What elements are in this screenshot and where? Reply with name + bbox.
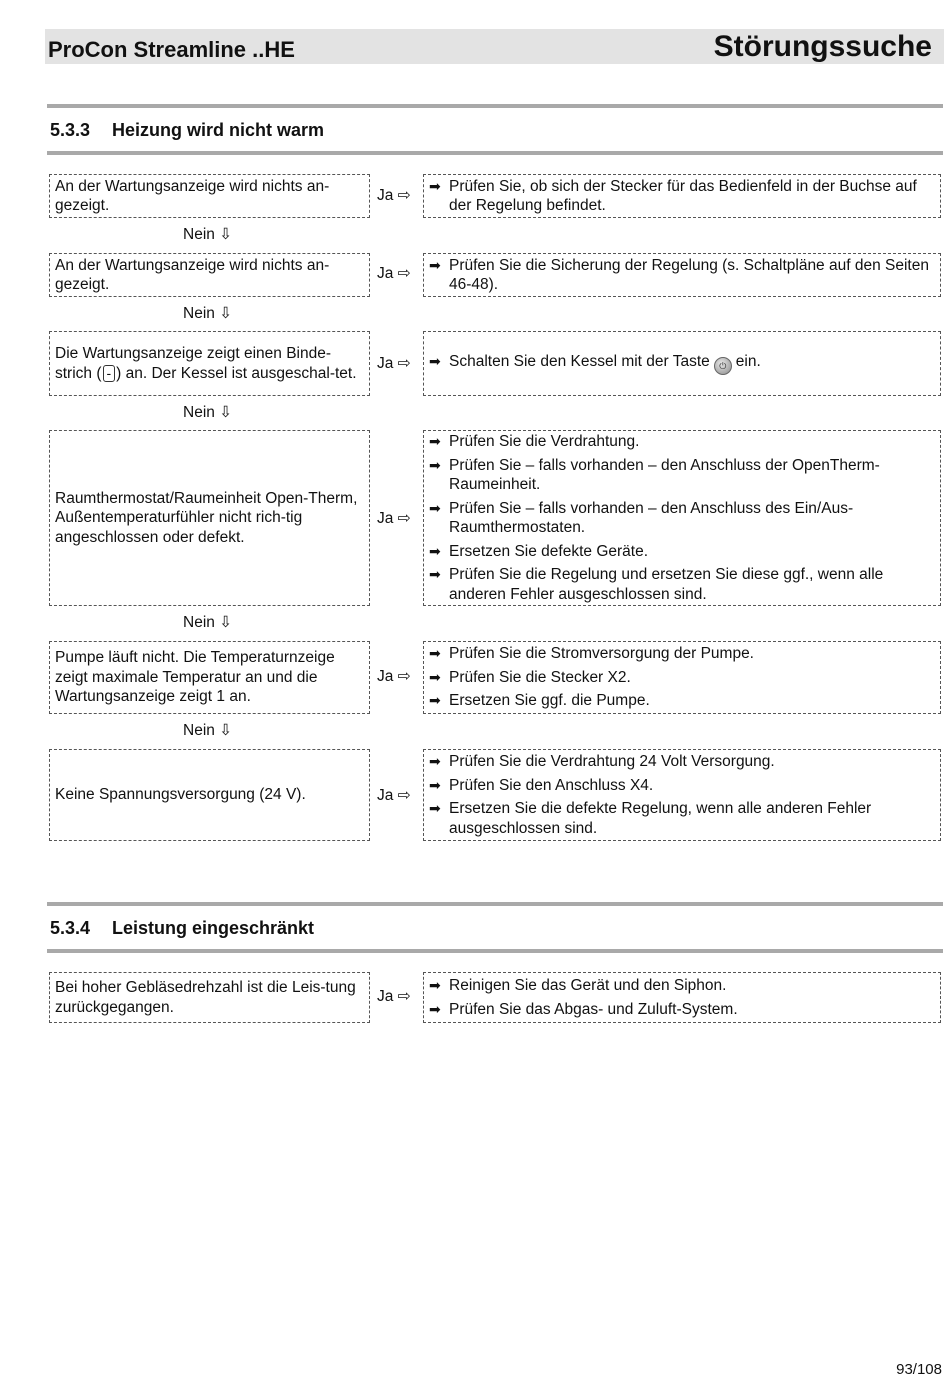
section-number: 5.3.3 [50,120,91,140]
action-box [423,174,941,218]
arrow-right-icon: ➡ [429,800,441,816]
section-title: Heizung wird nicht warm [112,120,325,140]
yes-arrow-label: Ja ⇨ [377,787,411,804]
section-rule-top [47,902,943,906]
condition-text: Raumthermostat/Raumeinheit Open-Therm, Außentemperaturfühler nicht rich-tig angeschlossen oder defekt. [55,489,358,546]
section-heading [50,918,314,939]
chapter-title: Störungssuche [713,30,932,63]
action-item [429,565,935,604]
condition-text: Keine Spannungsversorgung (24 V). [55,786,306,804]
action-text: Ersetzen Sie die defekte Regelung, wenn alle anderen Fehler ausgeschlossen sind. [449,800,872,837]
action-text: Ersetzen Sie ggf. die Pumpe. [449,692,650,710]
action-list [429,430,935,606]
power-button-icon: ⏻ [714,357,732,375]
arrow-right-icon: ➡ [429,499,441,516]
no-arrow-label: Nein ⇩ [183,305,233,322]
action-item [429,432,935,452]
action-box [423,331,941,396]
arrow-right-icon: ➡ [429,692,441,709]
arrow-right-icon: ➡ [429,1000,441,1017]
condition-box [49,174,370,218]
action-text: Prüfen Sie die Verdrahtung. [449,433,640,450]
section-rule-bottom [47,949,943,953]
action-box [423,749,941,841]
condition-text-part: Die Wartungsanzeige zeigt einen Binde-strich ( [55,345,332,382]
action-text: Prüfen Sie – falls vorhanden – den Anschluss der OpenTherm-Raumeinheit. [449,456,880,493]
section-title: Leistung eingeschränkt [112,918,315,938]
condition-text: An der Wartungsanzeige wird nichts an-gezeigt. [55,256,330,293]
section-heading [50,120,324,141]
yes-arrow-label: Ja ⇨ [377,265,411,282]
action-text: Reinigen Sie das Gerät und den Siphon. [449,977,727,994]
action-text: Prüfen Sie, ob sich der Stecker für das Bedienfeld in der Buchse auf der Regelung befindet. [449,177,917,214]
condition-text-part: ) an. Der Kessel ist ausgeschal-tet. [116,364,357,382]
action-item [429,499,935,538]
condition-text: An der Wartungsanzeige wird nichts an-gezeigt. [55,177,330,214]
action-item [429,542,935,562]
arrow-right-icon: ➡ [429,456,441,473]
action-text: Prüfen Sie – falls vorhanden – den Anschluss des Ein/Aus-Raumthermostaten. [449,499,854,536]
no-arrow-label: Nein ⇩ [183,722,233,739]
action-item [429,976,935,996]
action-item [429,691,935,711]
action-list [429,974,935,1021]
action-box [423,641,941,714]
action-text: Prüfen Sie die Verdrahtung 24 Volt Versorgung. [449,753,775,770]
section-rule-bottom [47,151,943,155]
action-text: Schalten Sie den Kessel mit der Taste [449,353,710,370]
condition-box [49,331,370,396]
action-item [429,456,935,495]
action-item [429,352,935,375]
arrow-right-icon: ➡ [429,776,441,793]
page-header [45,29,944,64]
action-item [429,644,935,664]
action-text: Prüfen Sie das Abgas- und Zuluft-System. [449,1000,738,1018]
action-item [429,1000,935,1020]
action-item [429,256,935,295]
arrow-right-icon: ➡ [429,256,441,273]
action-box [423,253,941,297]
action-text: ein. [735,353,761,370]
action-text: Ersetzen Sie defekte Geräte. [449,542,649,560]
action-text: Prüfen Sie die Stecker X2. [449,668,631,686]
dash-key-icon: - [103,365,116,382]
yes-arrow-label: Ja ⇨ [377,355,411,372]
section-number: 5.3.4 [50,918,91,938]
condition-box [49,641,370,714]
action-item [429,177,935,216]
action-text: Prüfen Sie die Stromversorgung der Pumpe. [449,645,754,663]
no-arrow-label: Nein ⇩ [183,614,233,631]
action-box [423,430,941,606]
arrow-right-icon: ➡ [429,542,441,559]
page-number: 93/108 [896,1361,942,1378]
condition-text [55,344,364,383]
arrow-right-icon: ➡ [429,977,441,993]
condition-text: Bei hoher Gebläsedrehzahl ist die Leis-tung zurückgegangen. [55,979,356,1016]
action-text: Prüfen Sie den Anschluss X4. [449,776,654,794]
arrow-right-icon: ➡ [429,177,441,194]
action-item [429,799,935,838]
yes-arrow-label: Ja ⇨ [377,988,411,1005]
arrow-right-icon: ➡ [429,645,441,662]
condition-box [49,972,370,1023]
section-rule-top [47,104,943,108]
action-list [429,750,935,840]
condition-box [49,253,370,297]
arrow-right-icon: ➡ [429,566,441,582]
condition-box [49,749,370,841]
yes-arrow-label: Ja ⇨ [377,187,411,204]
action-text: Prüfen Sie die Regelung und ersetzen Sie diese ggf., wenn alle anderen Fehler ausgeschlossen sind. [449,566,884,603]
arrow-right-icon: ➡ [429,753,441,769]
no-arrow-label: Nein ⇩ [183,226,233,243]
no-arrow-label: Nein ⇩ [183,404,233,421]
arrow-right-icon: ➡ [429,353,441,369]
yes-arrow-label: Ja ⇨ [377,510,411,527]
action-list [429,642,935,713]
action-item [429,752,935,772]
action-item [429,776,935,796]
action-item [429,668,935,688]
product-title: ProCon Streamline ..HE [48,37,295,62]
action-text: Prüfen Sie die Sicherung der Regelung (s. Schaltpläne auf den Seiten 46-48). [449,256,929,293]
arrow-right-icon: ➡ [429,668,441,685]
arrow-right-icon: ➡ [429,433,441,449]
condition-box [49,430,370,606]
action-box [423,972,941,1023]
condition-text: Pumpe läuft nicht. Die Temperaturnzeige zeigt maximale Temperatur an und die Wartungsanzeige zeigt 1 an. [55,649,335,706]
yes-arrow-label: Ja ⇨ [377,668,411,685]
